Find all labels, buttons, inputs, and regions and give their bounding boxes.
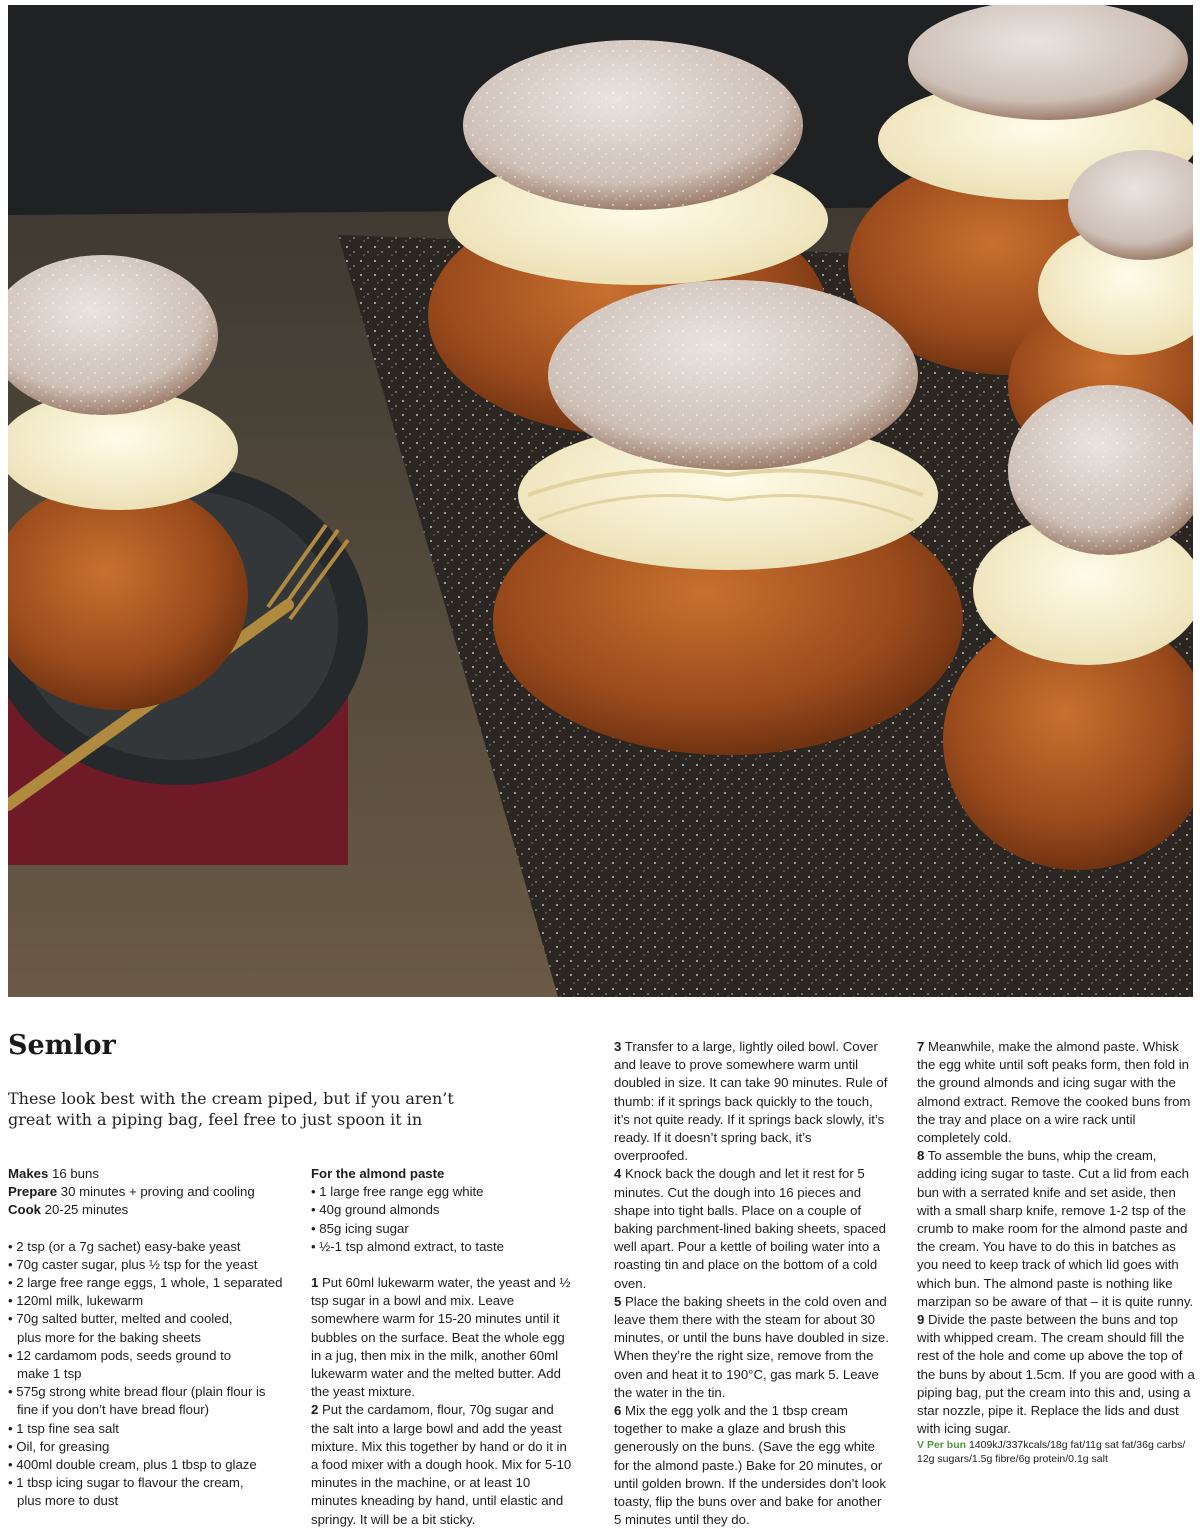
ingredient-item: • 70g salted butter, melted and cooled, plus more for the baking sheets: [8, 1310, 258, 1346]
method-column-3: [917, 1038, 1199, 1466]
step-text: Divide the paste between the buns and top with whipped cream. The cream should fill the rest of the hole and come up above the top of the buns by about 1.5cm. If you are good with a piping bag, put the cream into this and, using a star nozzle, pipe it. Replace the lids and dust with icing sugar.: [917, 1312, 1195, 1437]
makes-line: [8, 1165, 298, 1183]
step-text: Mix the egg yolk and the 1 tbsp cream together to make a glaze and brush this generously on the buns. (Save the egg white for the almond paste.) Bake for 20 minutes, or until golden brown. If the undersides don’t look toasty, flip the buns over and bake for another 5 minutes until they do.: [614, 1403, 886, 1528]
makes-value: 16 buns: [48, 1166, 99, 1181]
ingredients-column: [8, 1165, 298, 1511]
step-number: 8: [917, 1148, 925, 1164]
prepare-label: Prepare: [8, 1184, 58, 1200]
ingredient-item: • Oil, for greasing: [8, 1438, 298, 1456]
hero-photo: [8, 5, 1193, 997]
prepare-line: [8, 1183, 298, 1201]
step-text: Transfer to a large, lightly oiled bowl. Cover and leave to prove somewhere warm until doubled in size. It can take 90 minutes. Rule of thumb: if it springs back quickly to the touch, it’s not quite ready. If it springs back slowly, it’s ready. If it doesn’t spring back, it’s overproofed.: [614, 1039, 888, 1164]
step-text: Place the baking sheets in the cold oven and leave them there with the steam for about 30 minutes, or until the buns have doubled in size. When they’re the right size, remove from the oven and heat it to 190°C, gas mark 5. Leave the water in the tin.: [614, 1293, 889, 1400]
method-step: [614, 1038, 889, 1165]
ingredient-item: • 2 large free range eggs, 1 whole, 1 separated: [8, 1274, 298, 1292]
vegetarian-badge: V: [917, 1439, 925, 1452]
method-step: [917, 1038, 1199, 1147]
method-step: [614, 1165, 889, 1292]
step-number: 3: [614, 1039, 622, 1054]
ingredient-item: • 575g strong white bread flour (plain flour is fine if you don’t have bread flour): [8, 1383, 283, 1419]
cook-label: Cook: [8, 1202, 41, 1218]
almond-ingredient-item: • ½-1 tsp almond extract, to taste: [311, 1238, 573, 1256]
method-column-2: [614, 1038, 889, 1529]
ingredient-item: • 120ml milk, lukewarm: [8, 1292, 298, 1310]
ingredient-item: • 400ml double cream, plus 1 tbsp to glaze: [8, 1456, 298, 1474]
almond-ingredient-item: • 85g icing sugar: [311, 1220, 573, 1238]
method-step: [917, 1147, 1199, 1311]
step-text: Meanwhile, make the almond paste. Whisk the egg white until soft peaks form, then fold in the ground almonds and icing sugar with the almond extract. Remove the cooked buns from the tray and place on a wire rack until completely cold.: [917, 1039, 1191, 1146]
step-text: Put 60ml lukewarm water, the yeast and ½ tsp sugar in a bowl and mix. Leave somewhere warm for 15-20 minutes until it bubbles on the surface. Beat the whole egg in a jug, then mix in the milk, another 60ml lukewarm water and the melted butter. Add the yeast mixture.: [311, 1275, 571, 1400]
almond-paste-heading: For the almond paste: [311, 1166, 445, 1181]
cook-line: [8, 1201, 298, 1219]
method-step: [311, 1401, 573, 1528]
method-column-1: [311, 1165, 573, 1529]
cook-value: 20-25 minutes: [40, 1202, 129, 1218]
step-text: To assemble the buns, whip the cream, adding icing sugar to taste. Cut a lid from each bun with a serrated knife and set aside, then with a small sharp knife, remove 1-2 tsp of the crumb to make room for the almond paste and the cream. You have to do this in batches as you need to keep track of which lid goes with which bun. The almond paste is nothing like marzipan so be aware of that – it is quite runny.: [917, 1148, 1194, 1309]
recipe-standfirst: These look best with the cream piped, but if you aren’t great with a piping bag, feel free to just spoon it in: [8, 1089, 454, 1129]
step-number: 5: [614, 1293, 622, 1309]
prepare-value: 30 minutes + proving and cooling: [57, 1184, 255, 1200]
method-step: [311, 1274, 573, 1401]
ingredient-item: • 12 cardamom pods, seeds ground to make 1 tsp: [8, 1347, 253, 1383]
step-number: 4: [614, 1166, 622, 1182]
makes-label: Makes: [8, 1166, 49, 1181]
step-number: 7: [917, 1039, 925, 1054]
ingredient-item: • 2 tsp (or a 7g sachet) easy-bake yeast: [8, 1238, 298, 1256]
recipe-title: Semlor: [8, 1030, 116, 1061]
step-number: 2: [311, 1402, 319, 1418]
semlor-photo-illustration: [8, 5, 1193, 997]
step-text: Put the cardamom, flour, 70g sugar and the salt into a large bowl and add the yeast mixture. Mix this together by hand or do it in a food mixer with a dough hook. Mix for 5-10 minutes in the machine, or at least 10 minutes kneading by hand, until elastic and springy. It will be a bit sticky.: [311, 1402, 572, 1527]
method-step: [614, 1402, 889, 1529]
method-step: [917, 1311, 1199, 1438]
nutrition-label: Per bun: [926, 1439, 967, 1452]
step-number: 1: [311, 1275, 319, 1291]
nutrition-info: [917, 1438, 1199, 1466]
step-number: 6: [614, 1403, 622, 1419]
step-number: 9: [917, 1312, 925, 1328]
ingredient-item: • 70g caster sugar, plus ½ tsp for the yeast: [8, 1256, 298, 1274]
almond-ingredient-item: • 1 large free range egg white: [311, 1183, 573, 1201]
method-step: [614, 1293, 889, 1402]
nutrition-text: 1409kJ/337kcals/18g fat/11g sat fat/36g carbs/ 12g sugars/1.5g fibre/6g protein/0.1g salt: [917, 1439, 1186, 1466]
ingredient-item: • 1 tbsp icing sugar to flavour the cream, plus more to dust: [8, 1474, 268, 1510]
almond-ingredient-item: • 40g ground almonds: [311, 1201, 573, 1219]
step-text: Knock back the dough and let it rest for 5 minutes. Cut the dough into 16 pieces and shape into tight balls. Place on a couple of baking parchment-lined baking sheets, spaced well apart. Pour a kettle of boiling water into a roasting tin and place on the bottom of a cold oven.: [614, 1166, 886, 1291]
ingredient-item: • 1 tsp fine sea salt: [8, 1420, 298, 1438]
